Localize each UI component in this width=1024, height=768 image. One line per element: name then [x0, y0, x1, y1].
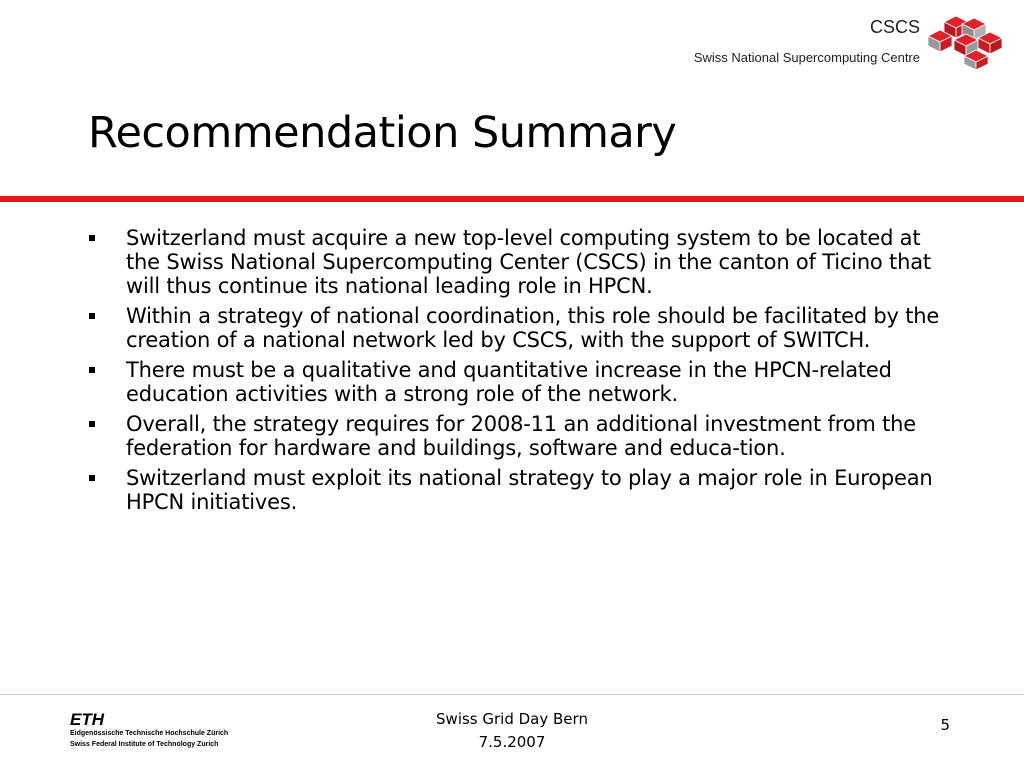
org-abbreviation: CSCS	[869, 17, 920, 37]
bullet-text: Switzerland must acquire a new top-level computing system to be located at the Swiss National Supercomputing Center (CSCS) in the canton of Ticino that will thus continue its national leading role in HPCN.	[126, 226, 931, 298]
slide-title: Recommendation Summary	[88, 108, 677, 158]
page-number: 5	[940, 716, 950, 734]
bullet-text: Within a strategy of national coordination, this role should be facilitated by the creation of a national network led by CSCS, with the support of SWITCH.	[126, 304, 940, 352]
footer-event-info	[412, 708, 612, 754]
square-bullet-icon	[89, 367, 95, 373]
footer-divider	[0, 694, 1024, 695]
square-bullet-icon	[89, 421, 95, 427]
org-name: Swiss National Supercomputing Centre	[693, 50, 920, 65]
eth-name-english: Swiss Federal Institute of Technology Zurich	[70, 741, 219, 748]
bullet-text: There must be a qualitative and quantitative increase in the HPCN-related education activities with a strong role of the network.	[126, 358, 892, 406]
bullet-item	[86, 304, 946, 352]
bullet-text: Switzerland must exploit its national strategy to play a major role in European HPCN initiatives.	[126, 466, 933, 514]
bullet-item	[86, 466, 946, 514]
cscs-cubes-logo-icon	[926, 12, 1006, 72]
square-bullet-icon	[89, 313, 95, 319]
bullet-text: Overall, the strategy requires for 2008-11 an additional investment from the federation for hardware and buildings, software and educa-tion.	[126, 412, 916, 460]
eth-name-german: Eidgenössische Technische Hochschule Zürich	[70, 730, 229, 737]
bullet-item	[86, 412, 946, 460]
square-bullet-icon	[89, 475, 95, 481]
bullet-list	[86, 226, 946, 520]
bullet-item	[86, 358, 946, 406]
square-bullet-icon	[89, 235, 95, 241]
eth-logo-mark: ETH	[70, 710, 104, 729]
title-divider	[0, 196, 1024, 202]
bullet-item	[86, 226, 946, 298]
footer-event: Swiss Grid Day Bern	[436, 710, 588, 728]
footer-date: 7.5.2007	[478, 733, 546, 751]
